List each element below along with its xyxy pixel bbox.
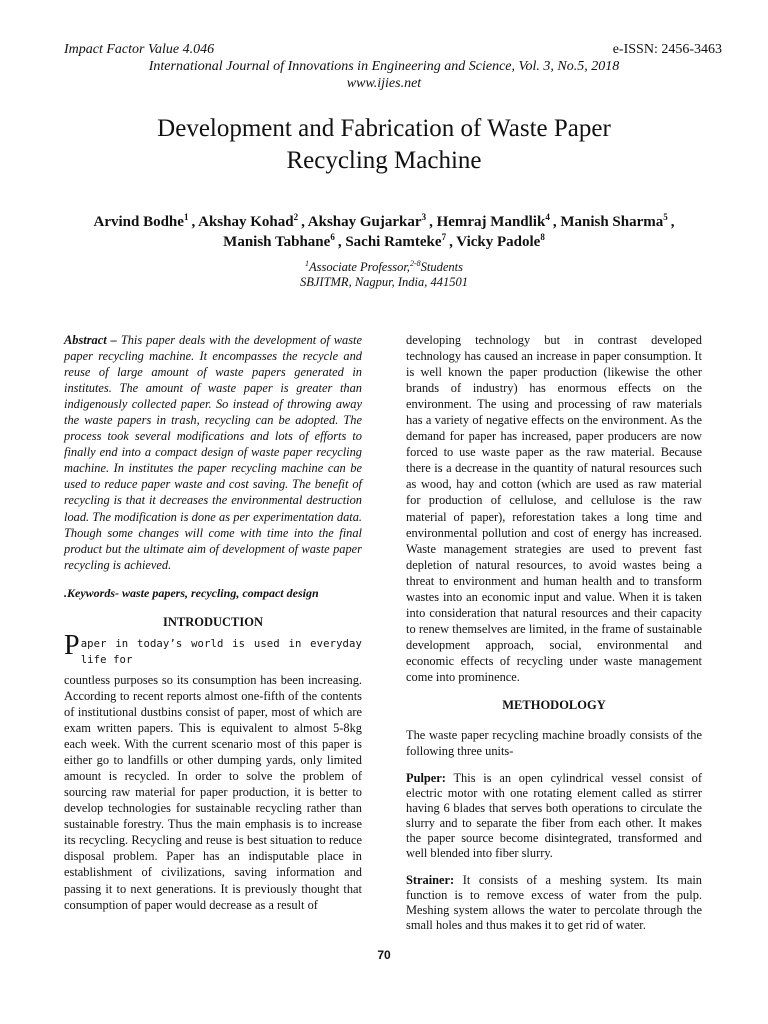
author-list [60,212,708,252]
author: Akshay Gujarkar [307,214,422,230]
author-line-1: Arvind Bodhe$^1$ , Akshay Kohad$^2$ , Akshay Gujarkar$^3$ , Hemraj Mandlik$^4$ , Manish Sharma$^5$ , [93,212,675,230]
author-sup: 8 [540,232,545,242]
pulper-label: Pulper: [406,771,446,786]
methodology-intro: The waste paper recycling machine broadly consists of the following three units- [406,728,702,759]
author: Hemraj Mandlik [436,214,546,230]
left-column [64,332,362,913]
author-sup: 6 [330,232,335,242]
introduction-first-line [64,629,362,668]
affil-role-1: Associate Professor, [309,260,410,274]
right-column [406,332,702,945]
author-sup: 3 [421,212,427,222]
author: Arvind Bodhe [93,214,184,230]
author: Akshay Kohad [198,214,294,230]
strainer-paragraph [406,873,702,933]
abstract-text: This paper deals with the development of waste paper recycling machine. It encompasses the recycle and reuse of large amount of waste papers generated in institutes. The amount of waste paper is greater than indigenously collected paper. So instead of throwing away the waste papers in trash, recycling can be adopted. The process took several modifications and lots of efforts to finally end into a compact design of waste paper recycling machine. In institutes the paper recycling machine can be used to reduce paper waste and cost saving. The benefit of recycling is that it decreases the environmental destruction load. The modification is done as per experimentation data. Though some changes will come with time into the final product but the ultimate aim of development of waste paper recycling is achieved. [64,333,362,572]
author-sup: 7 [441,232,447,242]
author-sup: 5 [663,212,668,222]
affiliation [0,260,768,290]
pulper-paragraph [406,771,702,861]
affil-role-2: Students [420,260,463,274]
methodology-heading: METHODOLOGY [502,698,606,713]
affiliation-institute: SBJITMR, Nagpur, India, 441501 [299,275,469,289]
author: Manish Tabhane [223,234,331,250]
strainer-label: Strainer: [406,873,455,888]
author: Manish Sharma [560,214,664,230]
author-sup: 4 [545,212,550,222]
eissn: e-ISSN: 2456-3463 [612,42,722,57]
pulper-text: This is an open cylindrical vessel consist of electric motor with one rotating element called as stirrer having 6 blades that serves both operations to circulate the slurry and to separate the fiber from each other. It makes the paper source become disintegrated, transformed and well blended into fiber slurry. [406,771,703,861]
author-sup: 1 [183,212,189,222]
paper-title [80,113,688,177]
affiliation-roles [0,260,768,275]
journal-name: International Journal of Innovations in Engineering and Science, Vol. 3, No.5, 2018 [148,59,620,74]
author: Sachi Ramteke [345,234,442,250]
title-line-2: Recycling Machine [286,147,482,174]
introduction-lead: aper in today’s world is used in everyday life for [80,637,362,666]
intro-continued: developing technology but in contrast developed technology has caused an increase in paper consumption. It is well known the paper production (likewise the other brands of industry) has enormous effects on the environment. The using and processing of raw materials has a variety of negative effects on the environment. As the demand for paper has increased, paper producers are now forced to use waste paper as the raw material. Because there is a decrease in the quantity of natural resources such as wood, hay and cotton (which are used as raw material for production of cellulose, and cellulose is the raw material of paper), reforestation takes a long time and environmental pollution and cost of energy has increased. Waste management strategies are used to prevent fast depletion of natural resources, to avoid wastes being a threat to environment and human health and to transform wastes into an economic input and value. When it is taken into consideration that natural resources and their capacity to renew themselves are limited, in the frame of sustainable development approach, social, environmental and economic effects of recycling under waste management come into prominence. [406,333,702,684]
keywords: .Keywords- waste papers, recycling, compact design [64,585,319,600]
introduction-heading: INTRODUCTION [162,614,263,629]
abstract-label: Abstract – [64,333,117,347]
impact-factor: Impact Factor Value 4.046 [64,42,215,57]
page-number: 70 [377,948,391,962]
author: Vicky Padole [456,234,541,250]
introduction-body: countless purposes so its consumption has been increasing. According to recent reports almost one-fifth of the contents of institutional dustbins consist of paper, most of which are exam written papers. This is equivalent to almost 5-8kg each week. With the current scenario most of this paper is either go to landfills or other dumping yards, only limited amount is recycled. In order to solve the problem of sourcing raw material for paper production, it is better to develop technologies for sustainable recycling rather than sustainable forestry. Thus the main emphasis is to increase its recycling. Recycling and reuse is best situation to reduce disposal problem. Paper has an indisputable place in establishment of civilizations, saving information and passing it to next generations. It is previously thought that consumption of paper would decrease as a result of [64,672,362,912]
journal-url[interactable]: www.ijies.net [346,76,422,91]
author-line-2: Manish Tabhane$^6$ , Sachi Ramteke$^7$ , Vicky Padole$^8$ [223,232,545,250]
affil-sup-1: 1 [305,258,310,268]
drop-cap: P [64,629,80,661]
affil-sup-2: 2-8 [409,258,421,268]
strainer-text: It consists of a meshing system. Its main function is to remove excess of water from the pulp. Meshing system allows the water to percolate through the small holes and thus makes it to get rid of water. [406,873,702,933]
abstract [64,332,362,573]
title-line-1: Development and Fabrication of Waste Paper [157,115,611,142]
author-sup: 2 [293,212,299,222]
